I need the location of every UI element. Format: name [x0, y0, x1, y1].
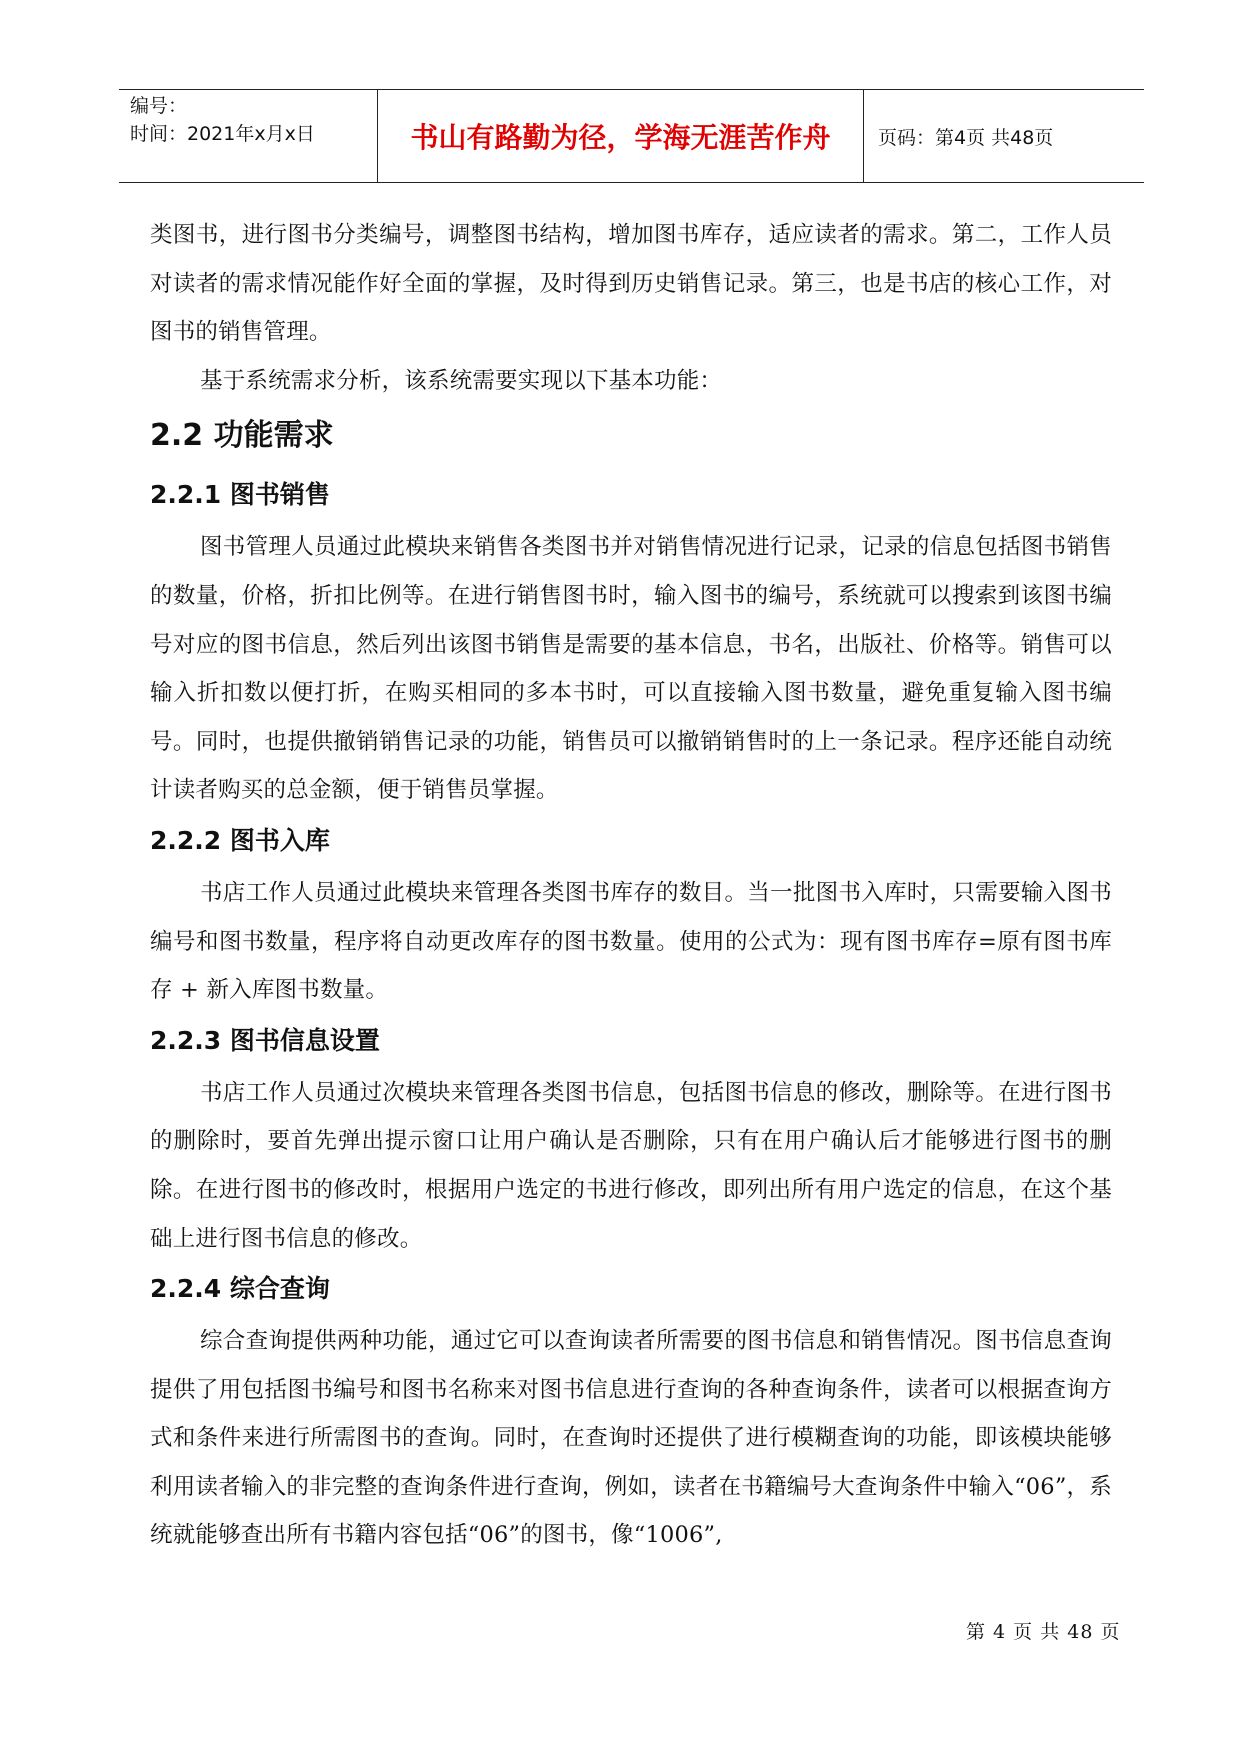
paragraph-book-sales: 图书管理人员通过此模块来销售各类图书并对销售情况进行记录，记录的信息包括图书销售的数量，价格，折扣比例等。在进行销售图书时，输入图书的编号，系统就可以搜索到该图书编号对应的图书信息，然后列出该图书销售是需要的基本信息，书名，出版社、价格等。销售可以输入折扣数以便打折，在购买相同的多本书时，可以直接输入图书数量，避免重复输入图书编号。同时，也提供撤销销售记录的功能，销售员可以撤销销售时的上一条记录。程序还能自动统计读者购买的总金额，便于销售员掌握。: [150, 534, 1112, 804]
header-meta: [119, 90, 378, 182]
section-heading-2-2-3: 2.2.3 图书信息设置: [150, 1025, 380, 1055]
page-header: [119, 89, 1144, 183]
document-body: [150, 211, 1112, 1560]
paragraph-book-info: 书店工作人员通过次模块来管理各类图书信息，包括图书信息的修改，删除等。在进行图书的删除时，要首先弹出提示窗口让用户确认是否删除，只有在用户确认后才能够进行图书的删除。在进行图书的修改时，根据用户选定的书进行修改，即列出所有用户选定的信息，在这个基础上进行图书信息的修改。: [150, 1079, 1112, 1252]
section-heading-2-2-2: 2.2.2 图书入库: [150, 825, 330, 855]
section-heading-2-2: 2.2 功能需求: [150, 418, 334, 454]
page-footer: 第 4 页 共 48 页: [966, 1621, 1121, 1643]
paragraph-intro: 类图书，进行图书分类编号，调整图书结构，增加图书库存，适应读者的需求。第二，工作人员对读者的需求情况能作好全面的掌握，及时得到历史销售记录。第三，也是书店的核心工作，对图书的销售管理。: [150, 222, 1112, 346]
paragraph-book-stock: 书店工作人员通过此模块来管理各类图书库存的数目。当一批图书入库时，只需要输入图书编号和图书数量，程序将自动更改库存的图书数量。使用的公式为：现有图书库存=原有图书库存 + 新入库图书数量。: [150, 879, 1112, 1004]
header-number: 编号：: [130, 95, 188, 117]
section-heading-2-2-1: 2.2.1 图书销售: [150, 480, 330, 510]
header-time: 时间：2021年x月x日: [130, 123, 315, 145]
paragraph-query: 综合查询提供两种功能，通过它可以查询读者所需要的图书信息和销售情况。图书信息查询提供了用包括图书编号和图书名称来对图书信息进行查询的各种查询条件，读者可以根据查询方式和条件来进行所需图书的查询。同时，在查询时还提供了进行模糊查询的功能，即该模块能够利用读者输入的非完整的查询条件进行查询，例如，读者在书籍编号大查询条件中输入“06”，系统就能够查出所有书籍内容包括“06”的图书，像“1006”,: [150, 1328, 1112, 1549]
header-page-code: 页码：第4页 共48页: [878, 126, 1054, 149]
section-heading-2-2-4: 2.2.4 综合查询: [150, 1274, 330, 1304]
paragraph-functions-intro: 基于系统需求分析，该系统需要实现以下基本功能：: [200, 367, 723, 394]
header-motto: 书山有路勤为径，学海无涯苦作舟: [378, 90, 864, 182]
